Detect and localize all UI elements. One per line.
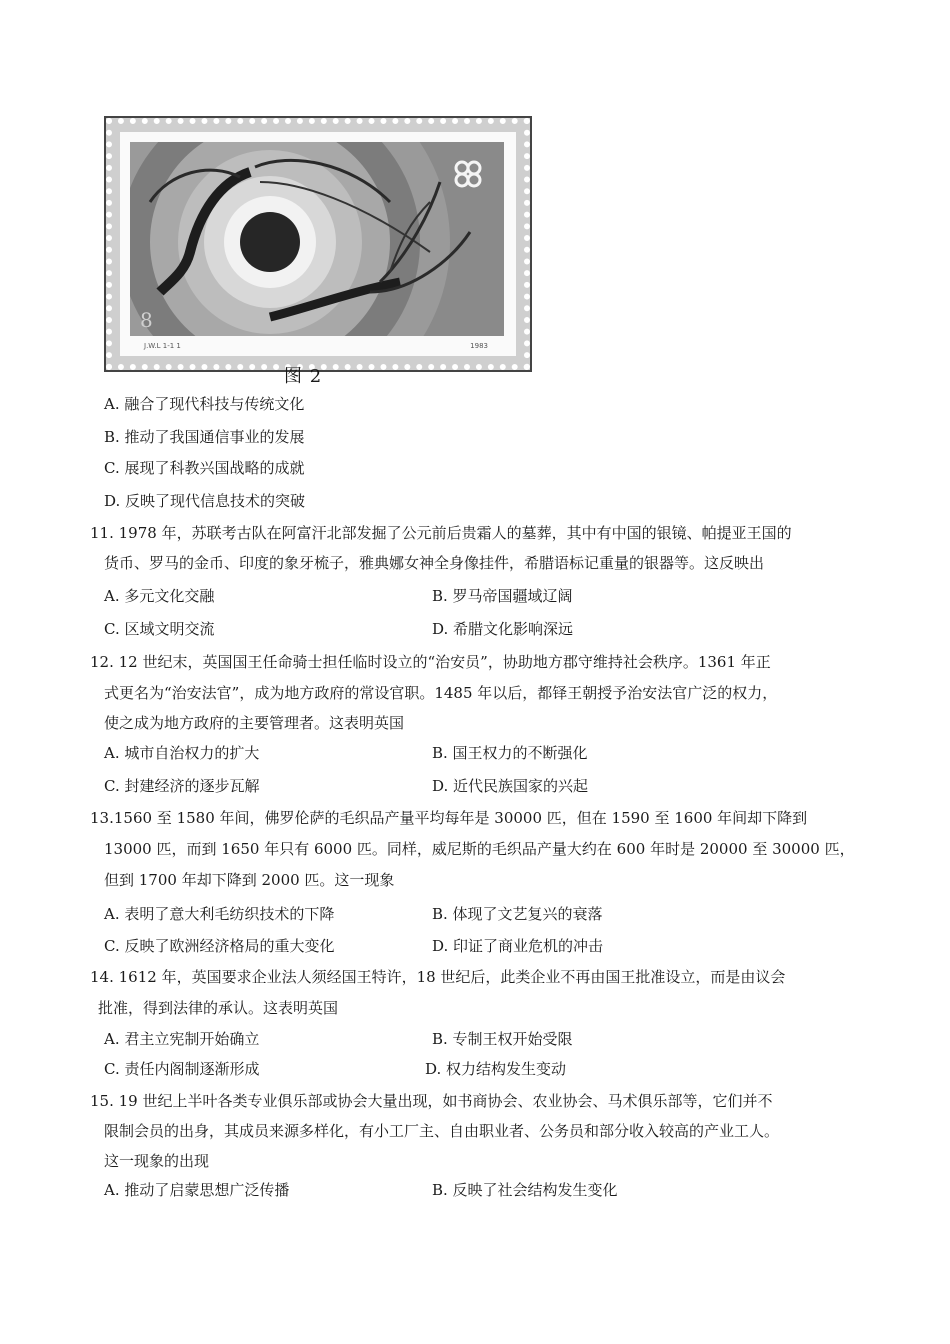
svg-text:8: 8 — [140, 308, 153, 332]
stamp-inner — [120, 132, 516, 356]
q12-option-c: C. 封建经济的逐步瓦解 — [104, 777, 260, 795]
q11-option-c: C. 区域文明交流 — [104, 620, 215, 638]
q12-stem-line2: 式更名为“治安法官”，成为地方政府的常设官职。1485 年以后，都铎王朝授予治安法官广泛的权力， — [104, 684, 778, 702]
q12-option-b: B. 国王权力的不断强化 — [432, 744, 588, 762]
q11-option-a: A. 多元文化交融 — [104, 587, 215, 605]
q13-stem-line3: 但到 1700 年却下降到 2000 匹。这一现象 — [104, 871, 395, 889]
q14-stem-line2: 批准，得到法律的承认。这表明英国 — [98, 999, 339, 1017]
q13-option-b: B. 体现了文艺复兴的衰落 — [432, 905, 603, 923]
q13-stem-line1: 13.1560 至 1580 年间，佛罗伦萨的毛织品产量平均每年是 30000 匹，但在 1590 至 1600 年间却下降到 — [90, 809, 808, 827]
q13-option-a: A. 表明了意大利毛纺织技术的下降 — [104, 905, 335, 923]
stamp-footer — [134, 342, 502, 354]
q14-option-c: C. 责任内阁制逐渐形成 — [104, 1060, 260, 1078]
q11-stem-line1: 11. 1978 年，苏联考古队在阿富汗北部发掘了公元前后贵霜人的墓葬，其中有中国的银镜、帕提亚王国的 — [90, 524, 792, 542]
q15-stem-line3: 这一现象的出现 — [104, 1152, 210, 1170]
stamp-artwork — [130, 142, 504, 336]
q10-option-d: D. 反映了现代信息技术的突破 — [104, 492, 306, 510]
q13-option-d: D. 印证了商业危机的冲击 — [432, 937, 604, 955]
q12-option-d: D. 近代民族国家的兴起 — [432, 777, 589, 795]
q15-stem-line2: 限制会员的出身，其成员来源多样化，有小工厂主、自由职业者、公务员和部分收入较高的产业工人。 — [104, 1122, 780, 1140]
q15-stem-line1: 15. 19 世纪上半叶各类专业俱乐部或协会大量出现，如书商协会、农业协会、马术俱乐部等，它们并不 — [90, 1092, 773, 1110]
q14-option-b: B. 专制王权开始受限 — [432, 1030, 573, 1048]
figure-caption: 图 2 — [284, 366, 323, 387]
q11-option-d: D. 希腊文化影响深远 — [432, 620, 574, 638]
q11-stem-line2: 货币、罗马的金币、印度的象牙梳子，雅典娜女神全身像挂件，希腊语标记重量的银器等。这反映出 — [104, 554, 765, 572]
q14-option-a: A. 君主立宪制开始确立 — [104, 1030, 260, 1048]
q15-option-a: A. 推动了启蒙思想广泛传播 — [104, 1181, 290, 1199]
q15-option-b: B. 反映了社会结构发生变化 — [432, 1181, 618, 1199]
q10-option-c: C. 展现了科教兴国战略的成就 — [104, 459, 305, 477]
q12-option-a: A. 城市自治权力的扩大 — [104, 744, 260, 762]
stamp-image — [106, 118, 530, 370]
q14-stem-line1: 14. 1612 年，英国要求企业法人须经国王特许，18 世纪后，此类企业不再由国王批准设立，而是由议会 — [90, 968, 786, 986]
q10-option-b: B. 推动了我国通信事业的发展 — [104, 428, 305, 446]
q13-option-c: C. 反映了欧洲经济格局的重大变化 — [104, 937, 335, 955]
stamp-code: J.W.L 1-1 1 — [144, 342, 181, 350]
stamp-year: 1983 — [470, 342, 488, 350]
q14-option-d: D. 权力结构发生变动 — [425, 1060, 567, 1078]
q10-option-a: A. 融合了现代科技与传统文化 — [104, 395, 305, 413]
q13-stem-line2: 13000 匹，而到 1650 年只有 6000 匹。同样，威尼斯的毛织品产量大约在 600 年时是 20000 至 30000 匹， — [104, 840, 855, 858]
q12-stem-line1: 12. 12 世纪末，英国国王任命骑士担任临时设立的“治安员”，协助地方郡守维持社会秩序。1361 年正 — [90, 653, 771, 671]
q11-option-b: B. 罗马帝国疆域辽阔 — [432, 587, 573, 605]
q12-stem-line3: 使之成为地方政府的主要管理者。这表明英国 — [104, 714, 405, 732]
